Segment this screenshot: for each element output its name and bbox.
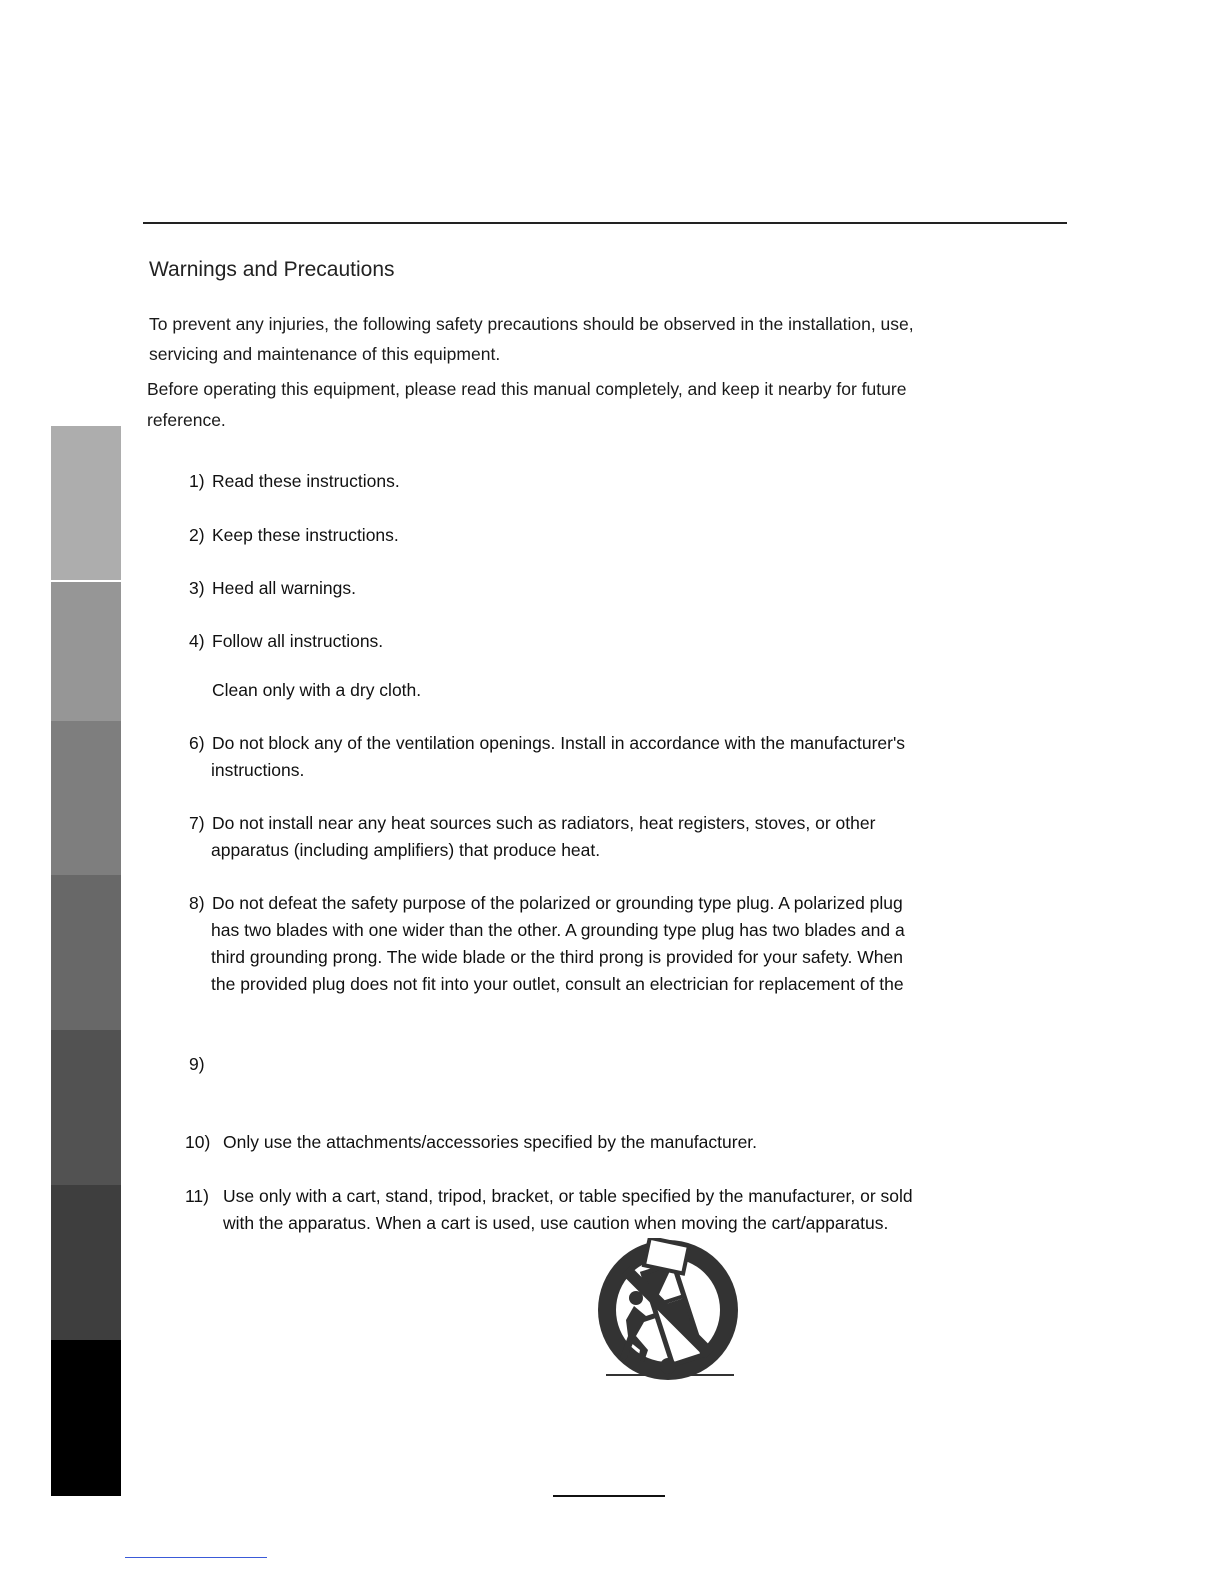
item-text: apparatus (including amplifiers) that produce heat. <box>211 840 601 860</box>
item-text: Clean only with a dry cloth. <box>212 680 422 700</box>
item-number: 7) <box>189 813 205 833</box>
item-number: 8) <box>189 893 205 913</box>
item-text: the provided plug does not fit into your outlet, consult an electrician for replacement of the <box>211 974 904 994</box>
side-tab <box>51 426 121 580</box>
intro-line-1: To prevent any injuries, the following safety precautions should be observed in the installation, use, <box>149 314 914 334</box>
item-text: Do not defeat the safety purpose of the polarized or grounding type plug. A polarized plug <box>212 893 903 913</box>
footer-rule <box>553 1495 665 1497</box>
item-text: Do not block any of the ventilation openings. Install in accordance with the manufacturer's <box>212 733 906 753</box>
item-text: Heed all warnings. <box>212 578 356 598</box>
item-number: 9) <box>189 1054 205 1074</box>
item-text: Follow all instructions. <box>212 631 384 651</box>
intro-line-4: reference. <box>147 410 226 430</box>
side-tab <box>51 721 121 875</box>
item-number: 2) <box>189 525 205 545</box>
item-text: Use only with a cart, stand, tripod, bracket, or table specified by the manufacturer, or sold <box>223 1186 913 1206</box>
item-text: Do not install near any heat sources such as radiators, heat registers, stoves, or other <box>212 813 876 833</box>
item-text: Keep these instructions. <box>212 525 399 545</box>
side-tab <box>51 875 121 1030</box>
side-tab <box>51 1185 121 1340</box>
item-number: 10) <box>185 1132 211 1152</box>
cart-tip-over-warning-icon <box>596 1238 740 1384</box>
page-title: Warnings and Precautions <box>149 258 395 281</box>
intro-line-3: Before operating this equipment, please read this manual completely, and keep it nearby for future <box>147 379 907 399</box>
item-text: has two blades with one wider than the other. A grounding type plug has two blades and a <box>211 920 905 940</box>
footer-link-underline <box>125 1557 267 1558</box>
side-tab <box>51 1030 121 1185</box>
item-number: 3) <box>189 578 205 598</box>
side-tab-strip <box>51 426 121 1496</box>
item-text: instructions. <box>211 760 305 780</box>
item-text: Read these instructions. <box>212 471 400 491</box>
item-text: third grounding prong. The wide blade or the third prong is provided for your safety. When <box>211 947 903 967</box>
side-tab <box>51 582 121 721</box>
item-number: 6) <box>189 733 205 753</box>
header-rule <box>143 222 1067 224</box>
item-number: 1) <box>189 471 205 491</box>
item-number: 4) <box>189 631 205 651</box>
item-text: with the apparatus. When a cart is used, use caution when moving the cart/apparatus. <box>223 1213 889 1233</box>
item-text: Only use the attachments/accessories specified by the manufacturer. <box>223 1132 758 1152</box>
intro-line-2: servicing and maintenance of this equipment. <box>149 344 501 364</box>
side-tab <box>51 1340 121 1496</box>
item-number: 11) <box>185 1186 209 1206</box>
